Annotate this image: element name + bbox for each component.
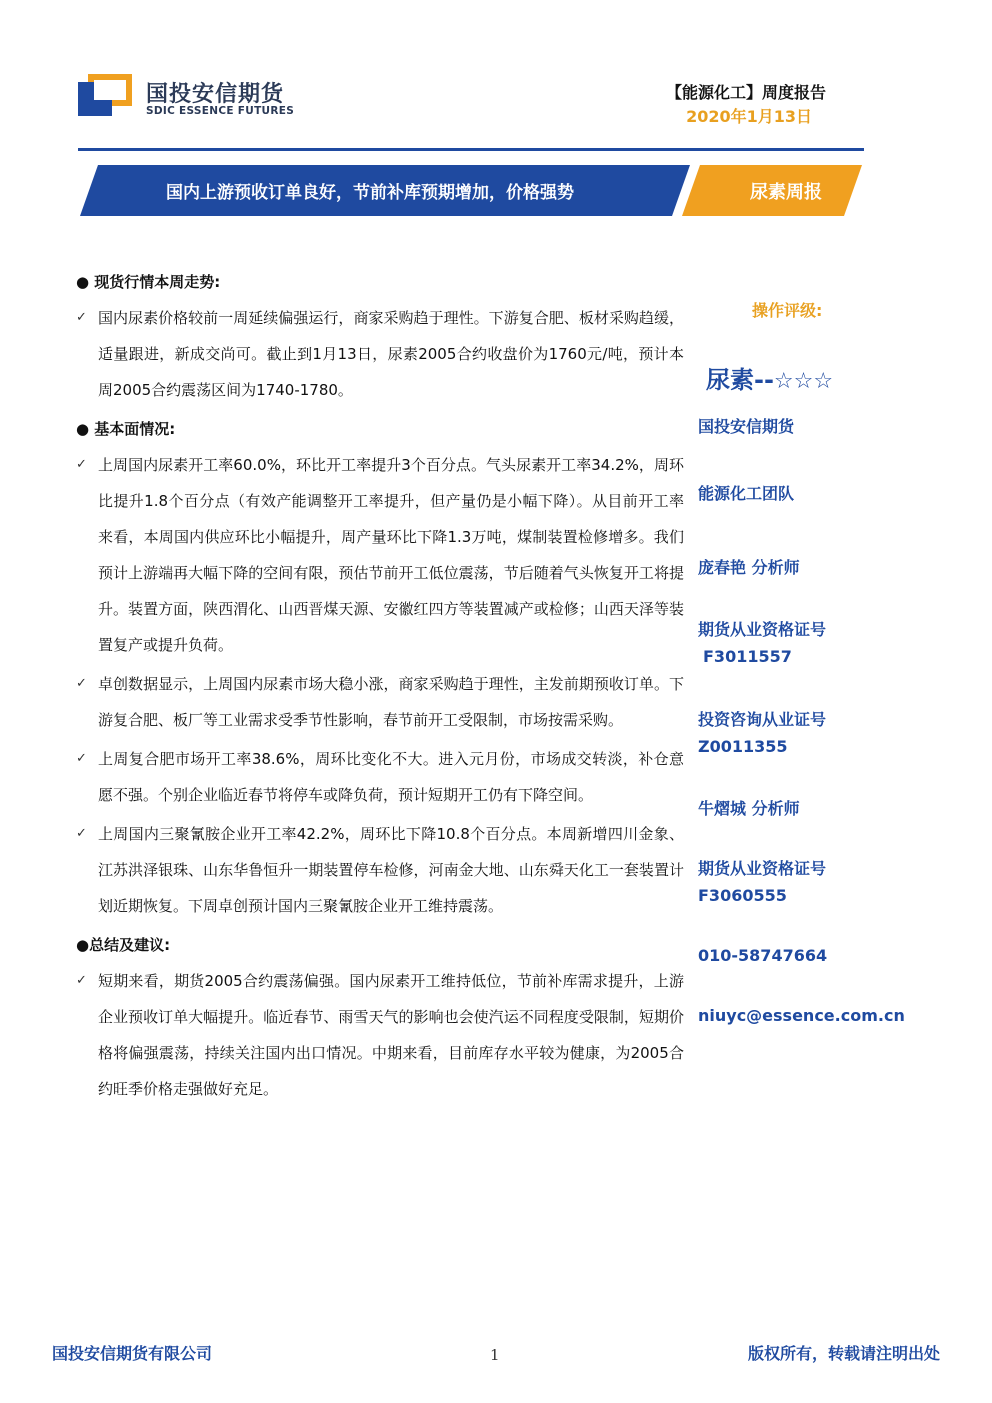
checkmark-icon: ✓: [76, 310, 87, 325]
sidebar-consult-number-1: Z0011355: [698, 737, 788, 756]
sidebar-email-link[interactable]: niuyc@essence.com.cn: [698, 1006, 905, 1025]
sidebar-phone: 010-58747664: [698, 946, 828, 965]
list-item: ✓ 上周国内三聚氰胺企业开工率42.2%，周环比下降10.8个百分点。本周新增四川金象、江苏洪泽银珠、山东华鲁恒升一期装置停车检修，河南金大地、山东舜天化工一套装置计划近期恢复。下周卓创预计国内三聚氰胺企业开工维持震荡。: [76, 816, 684, 924]
footer-company: 国投安信期货有限公司: [52, 1344, 213, 1363]
report-headline: 国内上游预收订单良好，节前补库预期增加，价格强势: [166, 183, 574, 203]
rating-product: 尿素--: [706, 366, 774, 394]
checkmark-icon: ✓: [76, 826, 87, 841]
rating-value: [706, 360, 833, 395]
logo-mark-icon: [78, 74, 136, 118]
sidebar-cert-number-1: F3011557: [703, 647, 792, 666]
report-category: 尿素周报: [750, 182, 822, 203]
sidebar-cert-number-2: F3060555: [698, 886, 787, 905]
sidebar-cert-label-2: 期货从业资格证号: [698, 859, 827, 878]
rating-stars-icon: ☆☆☆: [773, 369, 834, 394]
report-type: 【能源化工】周度报告: [665, 83, 826, 102]
section-heading-spot: ● 现货行情本周走势:: [76, 273, 221, 291]
checkmark-icon: ✓: [76, 457, 87, 472]
sidebar-consult-label-1: 投资咨询从业证号: [698, 710, 827, 729]
logo-chinese-name: 国投安信期货: [146, 82, 285, 107]
list-item: ✓ 卓创数据显示，上周国内尿素市场大稳小涨，商家采购趋于理性，主发前期预收订单。下游复合肥、板厂等工业需求受季节性影响，春节前开工受限制，市场按需采购。: [76, 666, 684, 738]
footer-copyright: 版权所有，转载请注明出处: [747, 1344, 940, 1363]
list-item: ✓ 上周国内尿素开工率60.0%，环比开工率提升3个百分点。气头尿素开工率34.2%，周环比提升1.8个百分点（有效产能调整开工率提升，但产量仍是小幅下降）。从目前开工率来看，本周国内供应环比小幅提升，周产量环比下降1.3万吨，煤制装置检修增多。我们预计上游端再大幅下降的空间有限，预估节前开工低位震荡，节后随着气头恢复开工将提升。装置方面，陕西渭化、山西晋煤天源、安徽红四方等装置减产或检修；山西天泽等装置复产或提升负荷。: [76, 447, 684, 663]
report-body: [76, 264, 684, 1110]
list-item: ✓ 国内尿素价格较前一周延续偏强运行，商家采购趋于理性。下游复合肥、板材采购趋缓，适量跟进，新成交尚可。截止到1月13日，尿素2005合约收盘价为1760元/吨，预计本周2005合约震荡区间为1740-1780。: [76, 300, 684, 408]
sidebar-company: 国投安信期货: [698, 417, 795, 436]
checkmark-icon: ✓: [76, 676, 87, 691]
company-logo: [78, 74, 318, 124]
report-date: 2020年1月13日: [686, 107, 812, 126]
section-heading-fundamentals: ● 基本面情况:: [76, 420, 176, 438]
sidebar-analyst-2: 牛熠城 分析师: [698, 799, 800, 818]
list-item: ✓ 短期来看，期货2005合约震荡偏强。国内尿素开工维持低位，节前补库需求提升，上游企业预收订单大幅提升。临近春节、雨雪天气的影响也会使汽运不同程度受限制，短期价格将偏强震荡，持续关注国内出口情况。中期来看，目前库存水平较为健康，为2005合约旺季价格走强做好充足。: [76, 963, 684, 1107]
page-number: 1: [490, 1346, 500, 1364]
checkmark-icon: ✓: [76, 751, 87, 766]
rating-label: 操作评级:: [752, 301, 823, 320]
sidebar-analyst-1: 庞春艳 分析师: [698, 558, 800, 577]
report-header: [0, 0, 992, 150]
checkmark-icon: ✓: [76, 973, 87, 988]
sidebar-cert-label-1: 期货从业资格证号: [698, 620, 827, 639]
header-divider: [78, 148, 864, 151]
sidebar-team: 能源化工团队: [698, 484, 795, 503]
logo-english-name: SDIC ESSENCE FUTURES: [146, 105, 295, 117]
section-heading-summary: ●总结及建议:: [76, 936, 171, 954]
list-item: ✓ 上周复合肥市场开工率38.6%，周环比变化不大。进入元月份，市场成交转淡，补仓意愿不强。个别企业临近春节将停车或降负荷，预计短期开工仍有下降空间。: [76, 741, 684, 813]
